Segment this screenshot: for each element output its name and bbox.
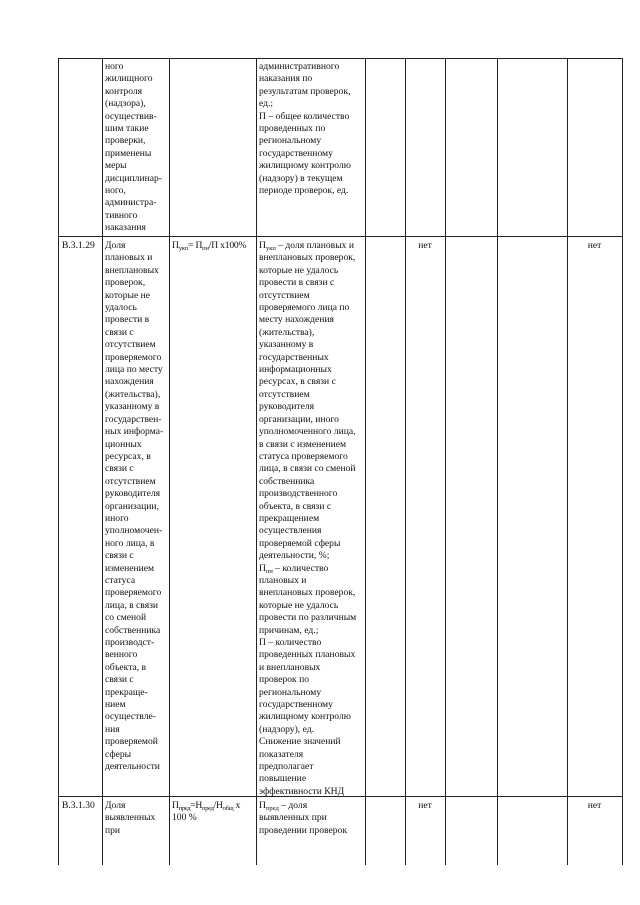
indicator-formula: $П_{пред}=Н_{пред}/Н_{общ}$ х 100 %	[172, 800, 240, 824]
value-cell-net-b: нет	[587, 800, 602, 811]
column-divider	[445, 58, 446, 865]
value-cell-net-b: нет	[587, 240, 602, 251]
table-border-left	[58, 58, 59, 865]
indicator-formula: $П_{укп}= П_{пн}/П$ х100%	[172, 240, 247, 252]
continued-description-cell: административного наказания по результатам проверок, ед.; П – общее количество проведенных по региональному государственному жилищному контролю (надзору) в текущем периоде проверок, ед.	[259, 61, 351, 197]
column-divider	[497, 58, 498, 865]
indicator-name: Доля плановых и внеплановых проверок, которые не удалось провести в связи с отсутствием проверяемого лица по месту нахождения (жительства), указанному в государствен- ных информа- ционных ресурсах, в связи с отсутствием руководителя организации, иного уполномочен- ного лица, в связи с изменением статуса проверяемого лица, в связи со сменой собственника производст- венного объекта, в связи с прекраще- нием осуществле- ния проверяемой сферы деятельности	[105, 240, 164, 773]
column-divider	[405, 58, 406, 865]
value-cell-net-a: нет	[418, 800, 432, 811]
continued-name-cell: ного жилищного контроля (надзора), осуществив- шим такие проверки, применены меры дисциплинар- ного, администра- тивного наказания	[105, 61, 162, 234]
indicator-code: В.3.1.29	[62, 240, 95, 251]
column-divider	[169, 58, 170, 865]
table-border-top	[58, 58, 623, 59]
column-divider	[365, 58, 366, 865]
indicator-description: $П_{пред}$ – доля выявленных при проведении проверок	[259, 800, 347, 836]
indicator-code: В.3.1.30	[62, 800, 95, 811]
column-divider	[256, 58, 257, 865]
column-divider	[567, 58, 568, 865]
column-divider	[102, 58, 103, 865]
value-cell-nет-a: нет	[418, 240, 432, 251]
row-divider	[58, 236, 623, 237]
indicator-name: Доля выявленных при	[105, 800, 156, 836]
indicator-description: $П_{укп}$ – доля плановых и внеплановых проверок, которые не удалось провести в связи с отсутствием проверяемого лица по месту нахождения (жительства), указанному в государственных информационных ресурсах, в связи с отсутствием руководителя организации, иного уполномоченного лица, в связи с изменением статуса проверяемого лица, в связи со сменой собственника производственного объекта, в связи с прекращением осуществления проверяемой сферы деятельности, %; $П_{пн}$ – количество плановых и внеплановых проверок, которые не удалось провести по различным причинам, ед.; П – количество проведенных плановых и внеплановых проверок по региональному государственному жилищному контролю (надзору), ед. Снижение значений показателя предполагает повышение эффективности КНД	[259, 240, 357, 797]
table-border-right	[622, 58, 623, 865]
